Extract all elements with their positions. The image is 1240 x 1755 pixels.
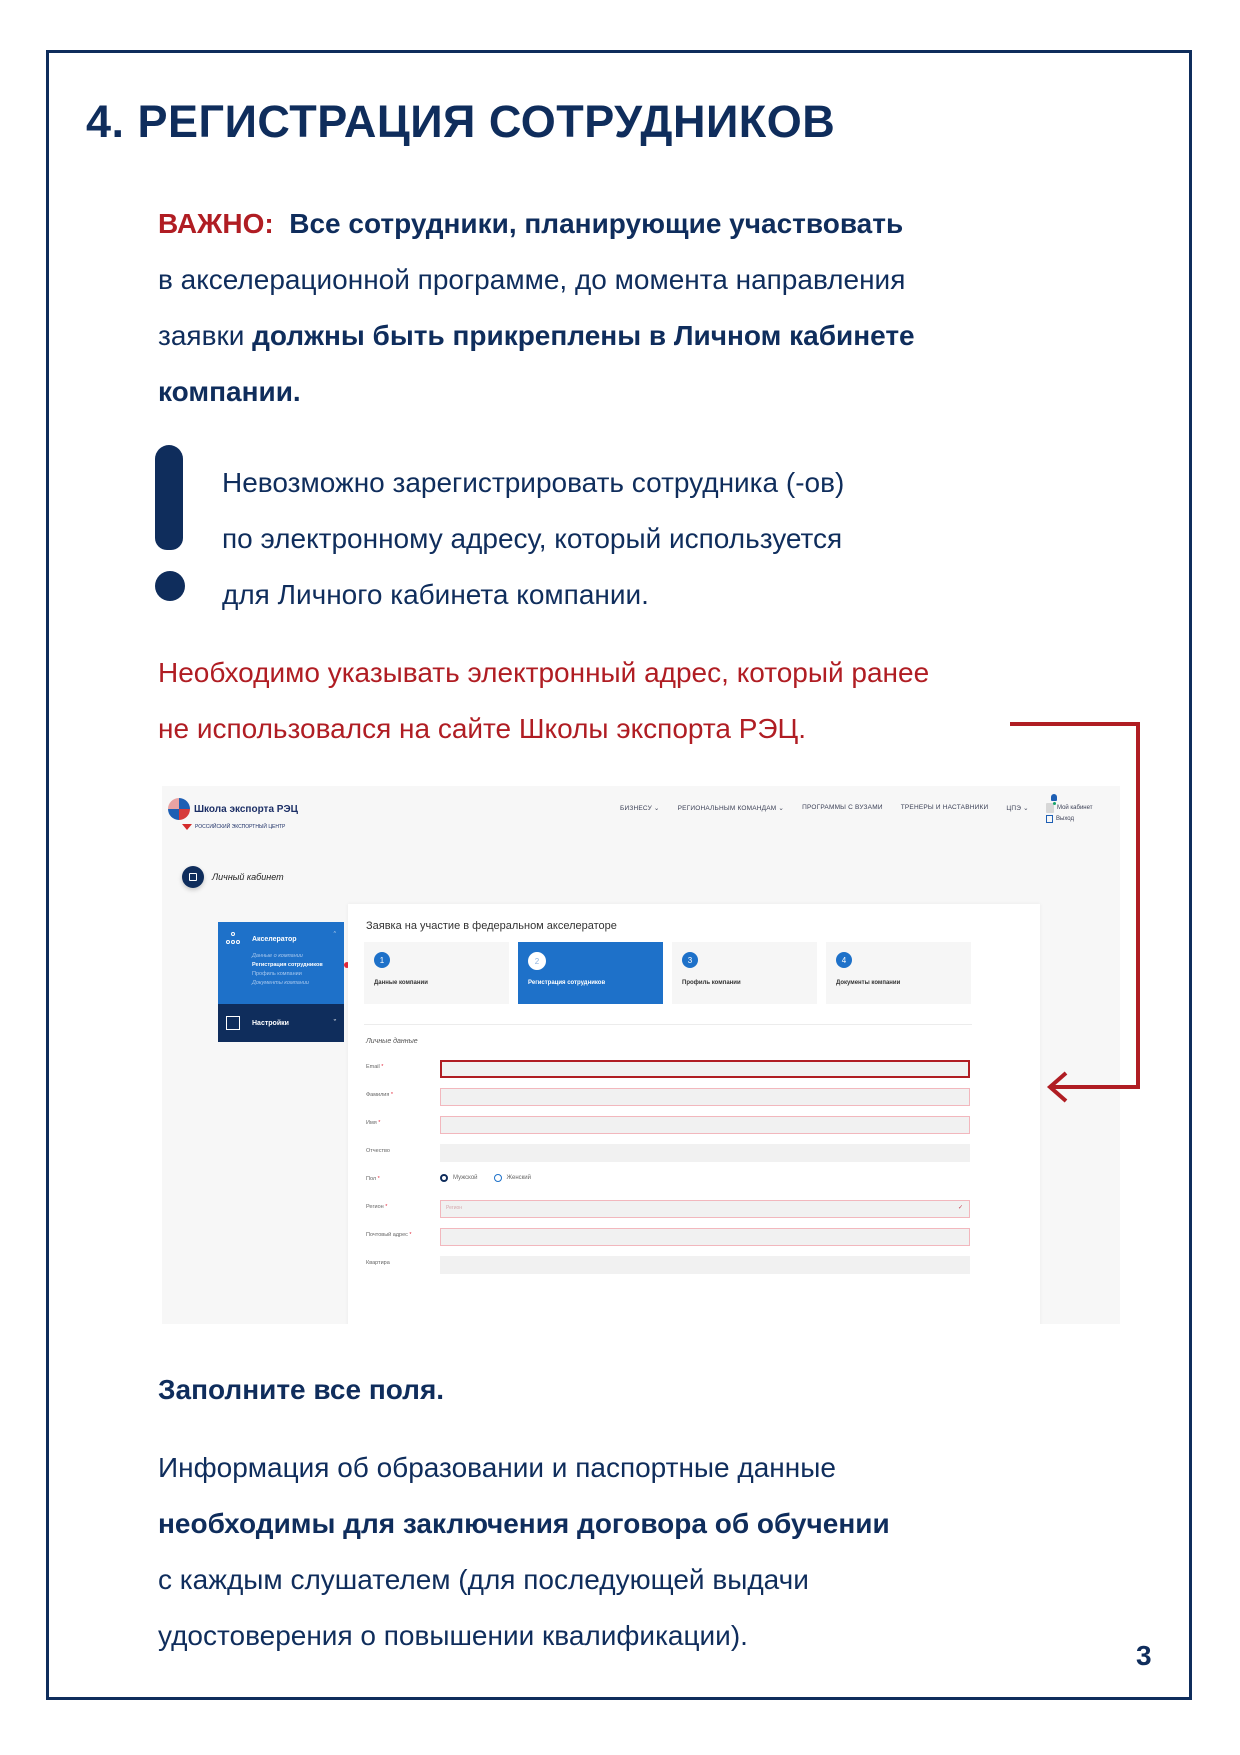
step-number: 4 — [836, 952, 852, 968]
important-line-1 — [158, 196, 915, 252]
divider — [364, 1024, 972, 1025]
important-note — [158, 196, 915, 420]
patronymic-field[interactable] — [440, 1144, 970, 1162]
firstname-label — [366, 1120, 380, 1126]
sidebar — [218, 922, 344, 1042]
info-text — [158, 1440, 890, 1664]
step-company-data[interactable] — [364, 942, 509, 1004]
avatar — [1046, 803, 1054, 813]
requirement-text — [158, 645, 929, 757]
step-label: Документы компании — [836, 980, 901, 986]
embedded-screenshot — [162, 786, 1120, 1324]
sidebar-item-company-data[interactable]: Данные о компании — [252, 953, 303, 959]
fill-all-fields: Заполните все поля. — [158, 1374, 445, 1405]
sidebar-accelerator-label: Акселератор — [252, 935, 297, 943]
important-line-4: компании. — [158, 376, 301, 407]
my-cabinet-label: Мой кабинет — [1057, 805, 1093, 811]
firstname-row — [366, 1116, 972, 1134]
form-title: Заявка на участие в федеральном акселераторе — [366, 920, 617, 932]
page-number: 3 — [1136, 1640, 1152, 1671]
radio-female-label: Женский — [506, 1175, 531, 1181]
required-mark: * — [377, 1176, 380, 1182]
logo-name: Школа экспорта РЭЦ — [194, 803, 298, 815]
requirement-line-1: Необходимо указывать электронный адрес, который ранее — [158, 657, 930, 688]
gender-label-text: Пол — [366, 1176, 377, 1182]
logo-subtitle-text: РОССИЙСКИЙ ЭКСПОРТНЫЙ ЦЕНТР — [195, 824, 286, 830]
top-nav — [620, 804, 1029, 812]
sidebar-accelerator[interactable] — [218, 922, 344, 1004]
step-number: 3 — [682, 952, 698, 968]
gender-row — [366, 1172, 972, 1190]
required-mark: * — [409, 1232, 412, 1238]
sidebar-item-employee-registration-label: Регистрация сотрудников — [252, 962, 323, 968]
region-row — [366, 1200, 972, 1218]
gender-radio-group — [440, 1174, 531, 1182]
network-icon — [226, 932, 240, 946]
section-personal-data: Личные данные — [366, 1038, 418, 1045]
sidebar-settings[interactable] — [218, 1004, 344, 1042]
bell-icon[interactable] — [1051, 794, 1057, 801]
required-mark: * — [390, 1092, 394, 1098]
personal-cabinet-header — [182, 866, 284, 888]
email-row — [366, 1060, 972, 1078]
lastname-label — [366, 1092, 393, 1098]
requirement-line-2: не использовался на сайте Школы экспорта РЭЦ. — [158, 713, 807, 744]
postal-label-text: Почтовый адрес — [366, 1232, 408, 1238]
nav-business[interactable]: БИЗНЕСУ ⌄ — [620, 805, 660, 812]
logout-icon — [1046, 815, 1053, 823]
important-line-3 — [158, 308, 915, 364]
logo-subtitle — [182, 824, 285, 830]
nav-university-programs[interactable]: ПРОГРАММЫ С ВУЗАМИ — [802, 804, 883, 811]
info-line-2: необходимы для заключения договора об обучении — [158, 1508, 890, 1539]
nav-regional-teams[interactable]: РЕГИОНАЛЬНЫМ КОМАНДАМ ⌄ — [677, 805, 785, 812]
important-text: заявки — [158, 320, 253, 351]
warning-text — [222, 455, 844, 623]
step-employee-registration[interactable] — [518, 942, 663, 1004]
patronymic-label: Отчество — [366, 1148, 390, 1154]
lastname-field[interactable] — [440, 1088, 970, 1106]
logo-triangle-icon — [182, 824, 192, 830]
radio-female[interactable] — [494, 1174, 502, 1182]
warning-line-1: Невозможно зарегистрировать сотрудника (-ов) — [222, 467, 845, 498]
site-logo[interactable] — [168, 798, 298, 820]
personal-cabinet-label: Личный кабинет — [212, 872, 284, 882]
nav-cpe[interactable]: ЦПЭ ⌄ — [1006, 805, 1029, 812]
info-line-1: Информация об образовании и паспортные данные — [158, 1452, 836, 1483]
email-label-text: Email — [366, 1064, 380, 1070]
logout-label: Выход — [1056, 816, 1074, 822]
firstname-field[interactable] — [440, 1116, 970, 1134]
step-label: Профиль компании — [682, 980, 741, 986]
postal-row — [366, 1228, 972, 1246]
important-text-bold-2: должны быть прикреплены в Личном кабинете — [252, 320, 915, 351]
required-mark: * — [385, 1204, 388, 1210]
region-label — [366, 1204, 387, 1210]
cabinet-icon — [182, 866, 204, 888]
warning-line-3: для Личного кабинета компании. — [222, 579, 649, 610]
sidebar-item-employee-registration[interactable] — [252, 961, 336, 970]
application-form — [348, 904, 1040, 1324]
logo-emblem-icon — [168, 798, 190, 820]
chevron-up-icon[interactable]: ˆ — [333, 932, 336, 939]
settings-icon — [226, 1016, 240, 1030]
important-text-bold: Все сотрудники, планирующие участвовать — [289, 208, 904, 239]
warning-line-2: по электронному адресу, который используется — [222, 523, 843, 554]
page-title: 4. РЕГИСТРАЦИЯ СОТРУДНИКОВ — [86, 96, 836, 147]
firstname-label-text: Имя — [366, 1120, 377, 1126]
region-placeholder: Регион — [446, 1205, 463, 1211]
step-company-profile[interactable] — [672, 942, 817, 1004]
apartment-field[interactable] — [440, 1256, 970, 1274]
sidebar-item-company-documents[interactable]: Документы компании — [252, 980, 309, 986]
my-cabinet-link[interactable] — [1046, 803, 1093, 813]
account-menu — [1046, 794, 1093, 823]
important-line-2: в акселерационной программе, до момента направления — [158, 264, 906, 295]
required-mark: * — [378, 1120, 381, 1126]
patronymic-row — [366, 1144, 972, 1162]
step-number: 2 — [528, 952, 546, 970]
step-label: Регистрация сотрудников — [528, 980, 606, 986]
apartment-row — [366, 1256, 972, 1274]
exclamation-bar — [155, 445, 183, 550]
postal-field[interactable] — [440, 1228, 970, 1246]
nav-trainers[interactable]: ТРЕНЕРЫ И НАСТАВНИКИ — [900, 804, 989, 811]
lastname-row — [366, 1088, 972, 1106]
email-label — [366, 1064, 383, 1070]
info-line-4: удостоверения о повышении квалификации). — [158, 1620, 748, 1651]
exclamation-dot — [155, 571, 185, 601]
chevron-down-icon[interactable]: ˇ — [333, 1019, 336, 1027]
apartment-label: Квартира — [366, 1260, 390, 1266]
sidebar-item-company-profile[interactable]: Профиль компании — [252, 971, 302, 977]
required-mark: * — [381, 1064, 384, 1070]
email-field[interactable] — [440, 1060, 970, 1078]
region-label-text: Регион — [366, 1204, 384, 1210]
important-label: ВАЖНО: — [158, 208, 274, 239]
step-number: 1 — [374, 952, 390, 968]
lastname-label-text: Фамилия — [366, 1092, 390, 1098]
info-line-3: с каждым слушателем (для последующей выдачи — [158, 1564, 809, 1595]
radio-male[interactable] — [440, 1174, 448, 1182]
step-label: Данные компании — [374, 980, 428, 986]
radio-male-label: Мужской — [453, 1175, 478, 1181]
sidebar-settings-label: Настройки — [252, 1019, 289, 1027]
chevron-down-icon: ✓ — [957, 1205, 963, 1211]
steps — [364, 942, 971, 1004]
region-select[interactable] — [440, 1200, 970, 1218]
gender-label — [366, 1176, 380, 1182]
logout-link[interactable] — [1046, 815, 1093, 823]
step-company-documents[interactable] — [826, 942, 971, 1004]
postal-label — [366, 1232, 412, 1238]
